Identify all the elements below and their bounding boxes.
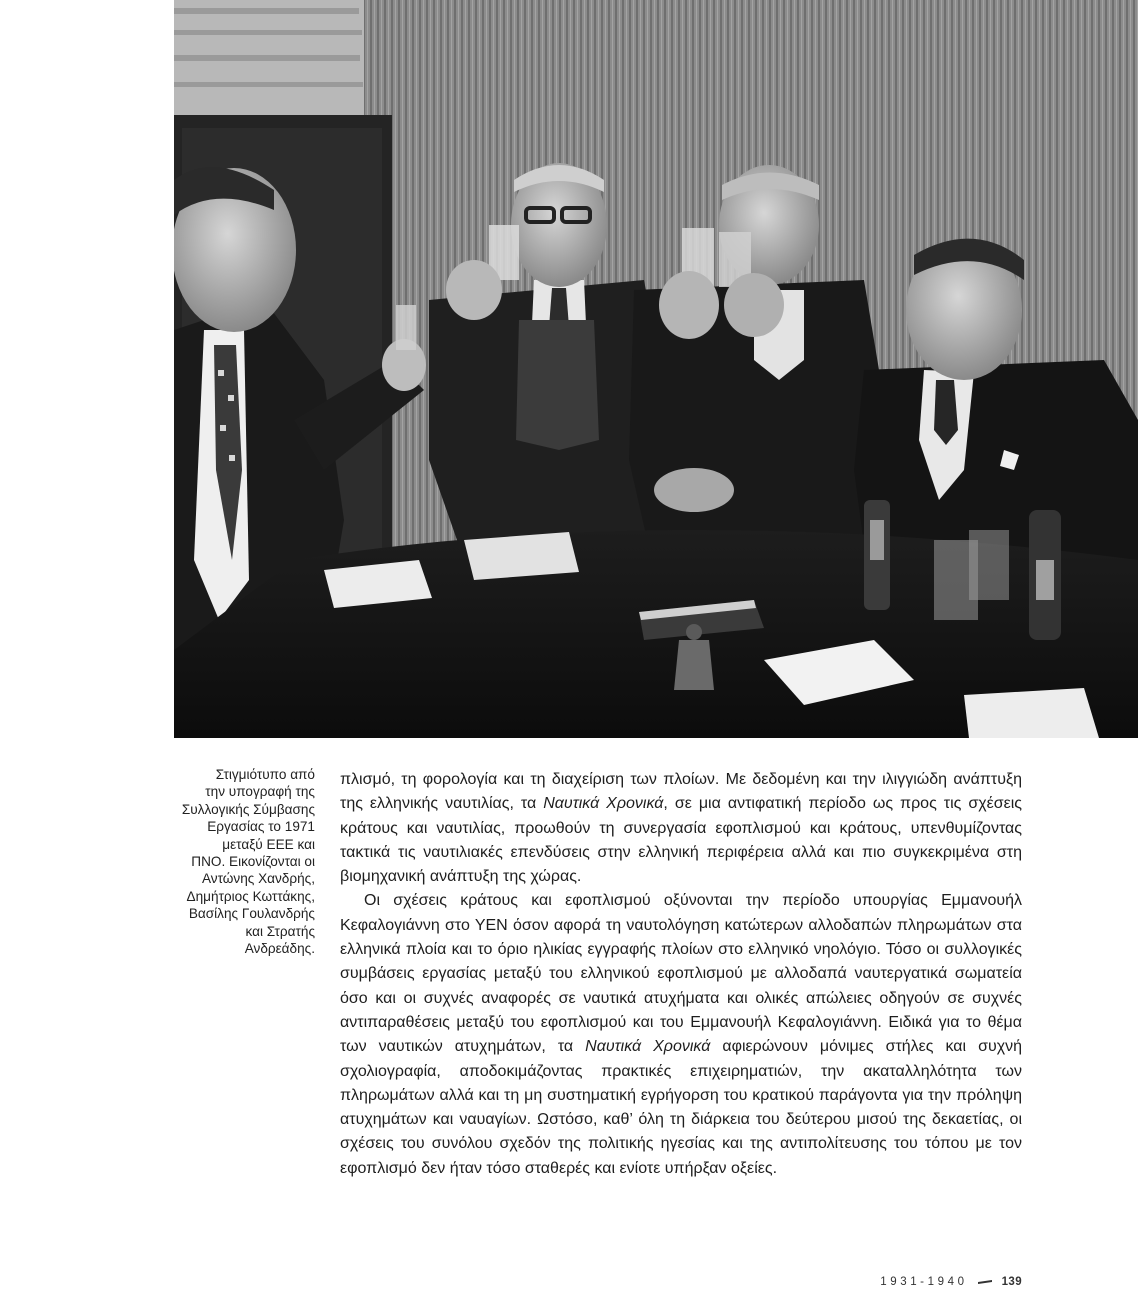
decade-label: 1931-1940: [880, 1276, 968, 1288]
caption-line: την υπογραφή της: [205, 784, 315, 800]
paragraph-2-text-a: Οι σχέσεις κράτους και εφοπλισμού οξύνονται την περίοδο υπουργίας Εμμανουήλ Κεφαλογιάννη στο ΥΕΝ όσον αφορά τη ναυτολόγηση κατώτερων αλλοδαπών πληρωμάτων στα ελληνικά πλοία και το όριο ηλικίας εγγραφής πλοίων στο ελληνικό νηολόγιο. Τόσο οι συλλογικές συμβάσεις εργασίας μεταξύ του ελληνικού εφοπλισμού με αλλοδαπά ναυτεργατικά σωματεία όσο και οι συχνές αναφορές σε ναυτικά ατυχήματα και ολικές απώλειες οδηγούν σε συχνές αντιπαραθέσεις μεταξύ του εφοπλισμού και του Εμμανουήλ Κεφαλογιάννη. Ειδικά για το θέμα των ναυτικών ατυχημάτων, τα: [340, 892, 1022, 1056]
caption-line: Αντώνης Χανδρής,: [201, 871, 315, 887]
page-number: 139: [1001, 1276, 1022, 1288]
caption-line: Εργασίας το 1971: [207, 819, 315, 835]
article-body: [340, 768, 1022, 1181]
caption-line: Βασίλης Γουλανδρής: [188, 906, 315, 922]
photograph: [174, 0, 1138, 738]
paragraph-2: [340, 889, 1022, 1181]
photo-caption: [140, 766, 315, 957]
publication-title: Ναυτικά Χρονικά: [543, 795, 664, 813]
publication-title: Ναυτικά Χρονικά: [585, 1038, 711, 1056]
page-footer: [860, 1274, 1022, 1290]
caption-line: ΠΝΟ. Εικονίζονται οι: [191, 854, 315, 870]
caption-line: Ανδρεάδης.: [244, 941, 315, 957]
paragraph-2-text-b: αφιερώνουν μόνιμες στήλες και συχνή σχολιογραφία, αποδοκιμάζοντας πρακτικές επιχειρηματιών, την ακαταλληλότητα των πληρωμάτων αλλά και τη μη συστηματική εγρήγορση του κρατικού παράγοντα για την πρόληψη ατυχημάτων και ναυαγίων. Ωστόσο, καθ’ όλη τη διάρκεια του δεύτερου μισού της δεκαετίας, οι σχέσεις του συνόλου σχεδόν της πολιτικής ηγεσίας και της αντιπολίτευσης του τόπου με τον εφοπλισμό δεν ήταν τόσο σταθερές και ενίοτε υπήρξαν οξείες.: [340, 1038, 1023, 1177]
caption-line: και Στρατής: [245, 923, 315, 939]
paragraph-1-text-a: πλισμό, τη φορολογία και τη διαχείριση των πλοίων. Με δεδομένη και την ιλιγγιώδη ανάπτυξη της ελληνικής ναυτιλίας, τα: [340, 771, 1022, 813]
caption-line: Συλλογικής Σύμβασης: [181, 801, 315, 817]
paragraph-1: [340, 768, 1022, 889]
footer-dash: [978, 1280, 992, 1284]
caption-line: Στιγμιότυπο από: [215, 767, 315, 782]
paragraph-1-text-b: , σε μια αντιφατική περίοδο ως προς τις σχέσεις κράτους και ναυτιλίας, προωθούν τη συνεργασία εφοπλισμού και κράτους, υπενθυμίζοντας τακτικά τις ναυτιλιακές επενδύσεις στην ελληνική περιφέρεια αλλά και πιο συγκεκριμένα στη βιομηχανική ανάπτυξη της χώρας.: [340, 795, 1023, 886]
caption-line: μεταξύ ΕΕΕ και: [222, 836, 315, 852]
caption-line: Δημήτριος Κωττάκης,: [186, 888, 315, 904]
photo-illustration: [174, 0, 1138, 738]
